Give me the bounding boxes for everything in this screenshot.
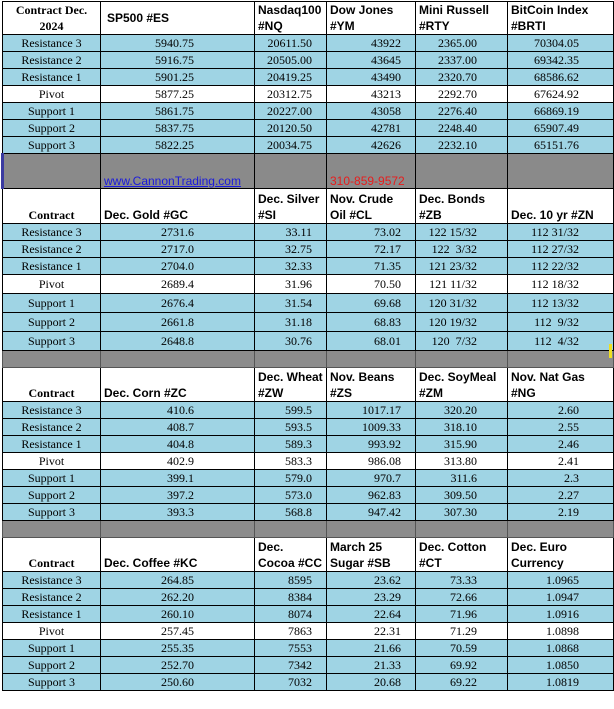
level-value: 7553 (255, 640, 327, 657)
contract-header: Contract Dec. 2024 (3, 2, 101, 35)
instrument-header: Dec. Gold #GC (101, 189, 255, 224)
level-value: 1.0965 (508, 572, 614, 589)
level-value: 5940.75 (101, 35, 255, 52)
level-value: 2676.4 (101, 294, 255, 313)
level-row-s3 (3, 137, 614, 154)
level-value: 72.17 (327, 241, 416, 258)
level-value: 986.08 (327, 453, 416, 470)
level-row-r3 (3, 572, 614, 589)
level-row-s2 (3, 120, 614, 137)
instrument-header: Nov. Nat Gas #NG (508, 368, 614, 402)
level-value: 410.6 (101, 402, 255, 419)
instrument-header: Dow Jones #YM (327, 2, 416, 35)
level-value: 2.60 (508, 402, 614, 419)
level-value: 255.35 (101, 640, 255, 657)
level-row-r3 (3, 402, 614, 419)
level-value: 31.54 (255, 294, 327, 313)
level-label: Resistance 1 (3, 69, 101, 86)
level-row-s2 (3, 657, 614, 674)
level-label: Support 3 (3, 332, 101, 351)
separator-cell (255, 154, 327, 189)
level-value: 122 15/32 (416, 224, 508, 241)
level-value: 70304.05 (508, 35, 614, 52)
level-row-s1 (3, 470, 614, 487)
level-value: 309.50 (416, 487, 508, 504)
level-value: 2.19 (508, 504, 614, 521)
level-value: 5837.75 (101, 120, 255, 137)
level-label: Support 2 (3, 313, 101, 332)
separator-cell (508, 351, 614, 368)
level-value: 71.35 (327, 258, 416, 275)
table-body (3, 2, 614, 691)
level-value: 393.3 (101, 504, 255, 521)
level-value: 2.27 (508, 487, 614, 504)
level-label: Pivot (3, 275, 101, 294)
instrument-header: Dec. 10 yr #ZN (508, 189, 614, 224)
level-value: 404.8 (101, 436, 255, 453)
level-row-r2 (3, 52, 614, 69)
separator-cell (327, 521, 416, 538)
section-header-row (3, 538, 614, 572)
level-value: 1.0916 (508, 606, 614, 623)
level-label: Support 1 (3, 103, 101, 120)
level-label: Support 2 (3, 120, 101, 137)
level-row-r1 (3, 258, 614, 275)
level-value: 66869.19 (508, 103, 614, 120)
level-label: Pivot (3, 86, 101, 103)
instrument-header: Dec. Bonds #ZB (416, 189, 508, 224)
level-value: 2.41 (508, 453, 614, 470)
level-value: 2320.70 (416, 69, 508, 86)
level-row-r3 (3, 35, 614, 52)
level-value: 1.0898 (508, 623, 614, 640)
level-value: 568.8 (255, 504, 327, 521)
level-value: 69.92 (416, 657, 508, 674)
instrument-header: Mini Russell #RTY (416, 2, 508, 35)
level-value: 1.0868 (508, 640, 614, 657)
level-value: 120 31/32 (416, 294, 508, 313)
level-label: Support 1 (3, 294, 101, 313)
level-label: Support 3 (3, 674, 101, 691)
level-value: 112 18/32 (508, 275, 614, 294)
level-value: 2232.10 (416, 137, 508, 154)
level-value: 2717.0 (101, 241, 255, 258)
level-row-pivot (3, 453, 614, 470)
level-value: 311.6 (416, 470, 508, 487)
section-separator (3, 351, 614, 368)
level-value: 21.66 (327, 640, 416, 657)
level-value: 397.2 (101, 487, 255, 504)
level-value: 71.96 (416, 606, 508, 623)
level-value: 2648.8 (101, 332, 255, 351)
section-header-row (3, 368, 614, 402)
level-value: 408.7 (101, 419, 255, 436)
separator-cell (255, 351, 327, 368)
separator-cell (3, 521, 101, 538)
level-value: 67624.92 (508, 86, 614, 103)
level-value: 32.75 (255, 241, 327, 258)
level-value: 32.33 (255, 258, 327, 275)
level-value: 43058 (327, 103, 416, 120)
level-label: Support 3 (3, 504, 101, 521)
level-value: 20.68 (327, 674, 416, 691)
instrument-header: Dec. Euro Currency (508, 538, 614, 572)
support-resistance-table (1, 1, 614, 691)
level-label: Resistance 3 (3, 402, 101, 419)
level-value: 112 13/32 (508, 294, 614, 313)
level-value: 8074 (255, 606, 327, 623)
level-value: 70.59 (416, 640, 508, 657)
level-value: 31.18 (255, 313, 327, 332)
contract-header: Contract (3, 538, 101, 572)
instrument-header: Dec. Coffee #KC (101, 538, 255, 572)
level-value: 43922 (327, 35, 416, 52)
level-value: 2.55 (508, 419, 614, 436)
level-label: Pivot (3, 623, 101, 640)
level-row-pivot (3, 623, 614, 640)
level-value: 257.45 (101, 623, 255, 640)
section-separator (3, 154, 614, 189)
level-value: 23.29 (327, 589, 416, 606)
level-value: 318.10 (416, 419, 508, 436)
separator-cell (101, 521, 255, 538)
level-row-s3 (3, 674, 614, 691)
level-value: 947.42 (327, 504, 416, 521)
instrument-header: Nov. Beans #ZS (327, 368, 416, 402)
level-value: 112 4/32 (508, 332, 614, 351)
website-link[interactable]: www.CannonTrading.com (104, 174, 241, 188)
separator-cell (416, 154, 508, 189)
level-value: 69342.35 (508, 52, 614, 69)
level-row-s3 (3, 504, 614, 521)
level-row-s1 (3, 640, 614, 657)
level-value: 42626 (327, 137, 416, 154)
level-value: 21.33 (327, 657, 416, 674)
level-value: 20505.00 (255, 52, 327, 69)
level-label: Support 1 (3, 470, 101, 487)
level-value: 69.22 (416, 674, 508, 691)
level-label: Resistance 1 (3, 606, 101, 623)
level-value: 2276.40 (416, 103, 508, 120)
level-value: 43213 (327, 86, 416, 103)
level-row-r3 (3, 224, 614, 241)
level-value: 121 23/32 (416, 258, 508, 275)
level-label: Resistance 1 (3, 436, 101, 453)
phone-number: 310-859-9572 (330, 174, 405, 188)
level-value: 399.1 (101, 470, 255, 487)
instrument-header: March 25 Sugar #SB (327, 538, 416, 572)
level-value: 23.62 (327, 572, 416, 589)
level-value: 320.20 (416, 402, 508, 419)
separator-cell (327, 351, 416, 368)
level-value: 2.3 (508, 470, 614, 487)
level-value: 993.92 (327, 436, 416, 453)
level-value: 970.7 (327, 470, 416, 487)
separator-cell (255, 521, 327, 538)
level-value: 72.66 (416, 589, 508, 606)
level-label: Resistance 2 (3, 52, 101, 69)
instrument-header: Dec. SoyMeal #ZM (416, 368, 508, 402)
level-value: 33.11 (255, 224, 327, 241)
level-value: 73.33 (416, 572, 508, 589)
level-value: 122 3/32 (416, 241, 508, 258)
level-row-s1 (3, 294, 614, 313)
level-value: 20120.50 (255, 120, 327, 137)
level-value: 2689.4 (101, 275, 255, 294)
level-row-r1 (3, 606, 614, 623)
instrument-header: Dec. Cotton #CT (416, 538, 508, 572)
level-row-r1 (3, 69, 614, 86)
level-value: 8384 (255, 589, 327, 606)
level-value: 22.31 (327, 623, 416, 640)
separator-cell (3, 154, 101, 189)
level-value: 30.76 (255, 332, 327, 351)
level-value: 20611.50 (255, 35, 327, 52)
level-value: 307.30 (416, 504, 508, 521)
level-value: 112 27/32 (508, 241, 614, 258)
level-label: Resistance 3 (3, 224, 101, 241)
level-value: 43645 (327, 52, 416, 69)
level-value: 65907.49 (508, 120, 614, 137)
level-value: 20312.75 (255, 86, 327, 103)
level-value: 250.60 (101, 674, 255, 691)
section-separator (3, 521, 614, 538)
level-value: 7863 (255, 623, 327, 640)
level-label: Resistance 2 (3, 419, 101, 436)
level-value: 1.0850 (508, 657, 614, 674)
separator-cell (416, 351, 508, 368)
level-value: 20419.25 (255, 69, 327, 86)
level-value: 2661.8 (101, 313, 255, 332)
level-value: 22.64 (327, 606, 416, 623)
level-value: 2365.00 (416, 35, 508, 52)
level-value: 120 7/32 (416, 332, 508, 351)
level-value: 1017.17 (327, 402, 416, 419)
level-row-r2 (3, 241, 614, 258)
level-value: 2248.40 (416, 120, 508, 137)
level-row-r1 (3, 436, 614, 453)
level-value: 2292.70 (416, 86, 508, 103)
level-value: 593.5 (255, 419, 327, 436)
level-value: 7032 (255, 674, 327, 691)
level-value: 5916.75 (101, 52, 255, 69)
level-value: 68586.62 (508, 69, 614, 86)
level-value: 112 9/32 (508, 313, 614, 332)
level-value: 1009.33 (327, 419, 416, 436)
separator-cell (327, 154, 416, 189)
level-value: 5877.25 (101, 86, 255, 103)
level-value: 5901.25 (101, 69, 255, 86)
level-value: 1.0947 (508, 589, 614, 606)
level-row-pivot (3, 275, 614, 294)
level-value: 7342 (255, 657, 327, 674)
level-row-r2 (3, 419, 614, 436)
instrument-header: Nasdaq100 #NQ (255, 2, 327, 35)
instrument-header: Nov. Crude Oil #CL (327, 189, 416, 224)
level-value: 2.46 (508, 436, 614, 453)
level-value: 262.20 (101, 589, 255, 606)
instrument-header: Dec. Silver #SI (255, 189, 327, 224)
instrument-header: BitCoin Index #BRTI (508, 2, 614, 35)
yellow-marker (609, 344, 612, 358)
level-value: 65151.76 (508, 137, 614, 154)
instrument-header: SP500 #ES (101, 2, 255, 35)
level-value: 69.68 (327, 294, 416, 313)
level-value: 112 22/32 (508, 258, 614, 275)
level-value: 121 11/32 (416, 275, 508, 294)
level-row-r2 (3, 589, 614, 606)
level-value: 252.70 (101, 657, 255, 674)
level-value: 120 19/32 (416, 313, 508, 332)
level-label: Support 3 (3, 137, 101, 154)
level-value: 5822.25 (101, 137, 255, 154)
instrument-header: Dec. Corn #ZC (101, 368, 255, 402)
separator-cell (101, 154, 255, 189)
separator-cell (416, 521, 508, 538)
level-label: Support 2 (3, 657, 101, 674)
level-value: 8595 (255, 572, 327, 589)
level-value: 589.3 (255, 436, 327, 453)
level-value: 1.0819 (508, 674, 614, 691)
section-header-row (3, 189, 614, 224)
level-value: 402.9 (101, 453, 255, 470)
level-value: 573.0 (255, 487, 327, 504)
level-value: 112 31/32 (508, 224, 614, 241)
level-row-s2 (3, 313, 614, 332)
separator-cell (508, 521, 614, 538)
instrument-header: Dec. Cocoa #CC (255, 538, 327, 572)
level-value: 2731.6 (101, 224, 255, 241)
instrument-header: Dec. Wheat #ZW (255, 368, 327, 402)
level-row-s3 (3, 332, 614, 351)
level-value: 70.50 (327, 275, 416, 294)
level-value: 583.3 (255, 453, 327, 470)
level-value: 68.01 (327, 332, 416, 351)
level-value: 2704.0 (101, 258, 255, 275)
level-value: 73.02 (327, 224, 416, 241)
level-label: Resistance 1 (3, 258, 101, 275)
level-value: 313.80 (416, 453, 508, 470)
level-row-s2 (3, 487, 614, 504)
level-row-s1 (3, 103, 614, 120)
level-value: 5861.75 (101, 103, 255, 120)
level-value: 579.0 (255, 470, 327, 487)
level-label: Support 2 (3, 487, 101, 504)
contract-header: Contract (3, 189, 101, 224)
level-value: 20034.75 (255, 137, 327, 154)
level-value: 315.90 (416, 436, 508, 453)
level-label: Resistance 2 (3, 241, 101, 258)
level-label: Resistance 3 (3, 35, 101, 52)
level-value: 2337.00 (416, 52, 508, 69)
separator-cell (508, 154, 614, 189)
section-header-row (3, 2, 614, 35)
level-label: Pivot (3, 453, 101, 470)
level-value: 71.29 (416, 623, 508, 640)
level-row-pivot (3, 86, 614, 103)
level-value: 68.83 (327, 313, 416, 332)
level-value: 42781 (327, 120, 416, 137)
level-value: 962.83 (327, 487, 416, 504)
level-value: 264.85 (101, 572, 255, 589)
separator-cell (3, 351, 101, 368)
level-value: 31.96 (255, 275, 327, 294)
level-label: Resistance 2 (3, 589, 101, 606)
level-value: 43490 (327, 69, 416, 86)
level-label: Support 1 (3, 640, 101, 657)
contract-header: Contract (3, 368, 101, 402)
level-value: 20227.00 (255, 103, 327, 120)
level-value: 599.5 (255, 402, 327, 419)
level-value: 260.10 (101, 606, 255, 623)
level-label: Resistance 3 (3, 572, 101, 589)
separator-cell (101, 351, 255, 368)
